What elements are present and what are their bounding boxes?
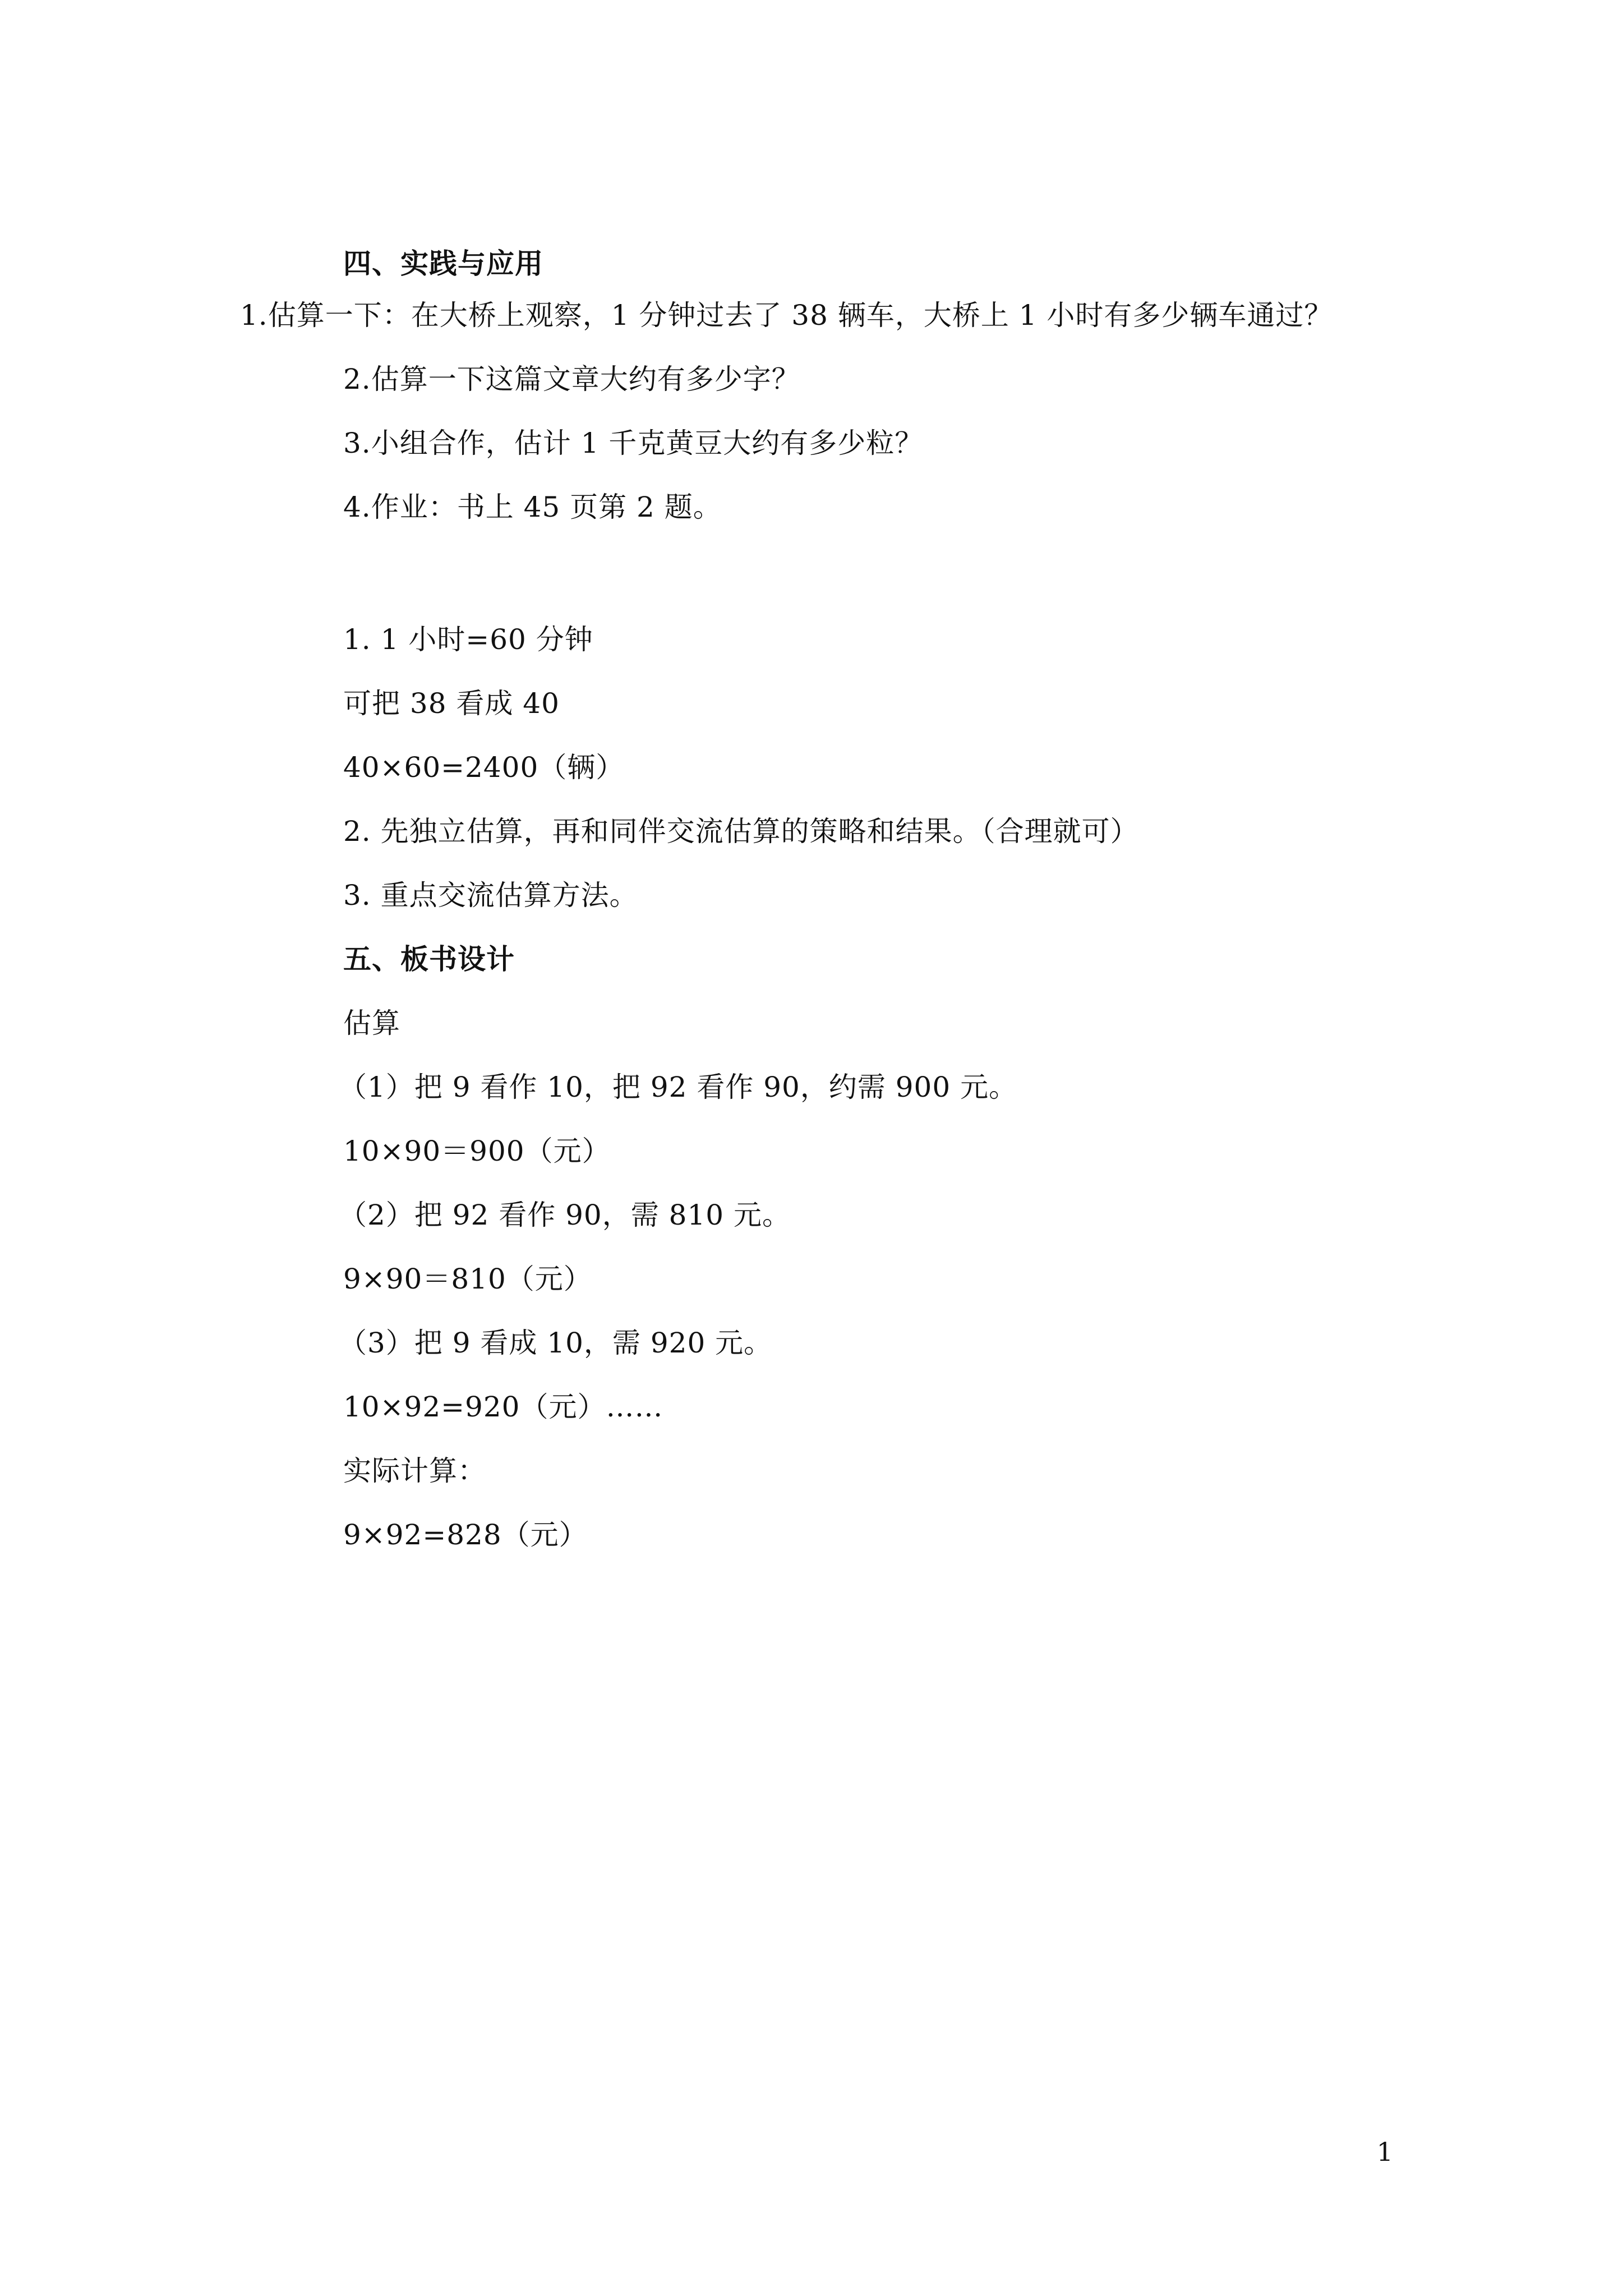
board-line-7: 10×92=920（元）…… [343, 1391, 663, 1423]
board-line-6: （3）把 9 看成 10，需 920 元。 [339, 1327, 773, 1359]
page-number: 1 [1376, 2137, 1393, 2167]
board-line-1: 估算 [343, 1007, 400, 1039]
answer-line-1: 1. 1 小时=60 分钟 [343, 623, 593, 656]
answer-line-5: 3. 重点交流估算方法。 [343, 879, 638, 912]
board-line-9: 9×92=828（元） [343, 1519, 588, 1551]
practice-item-1: 1.估算一下：在大桥上观察，1 分钟过去了 38 辆车，大桥上 1 小时有多少辆车通过？ [240, 299, 1333, 332]
answer-line-4: 2. 先独立估算，再和同伴交流估算的策略和结果。（合理就可） [343, 815, 1139, 848]
answer-line-2: 可把 38 看成 40 [343, 687, 560, 720]
board-line-4: （2）把 92 看作 90，需 810 元。 [339, 1199, 791, 1231]
board-line-2: （1）把 9 看作 10，把 92 看作 90，约需 900 元。 [339, 1071, 1018, 1103]
practice-item-4: 4.作业：书上 45 页第 2 题。 [343, 491, 722, 523]
practice-item-3: 3.小组合作，估计 1 千克黄豆大约有多少粒？ [343, 427, 924, 459]
practice-item-2: 2.估算一下这篇文章大约有多少字？ [343, 363, 800, 395]
section-5-heading: 五、板书设计 [343, 942, 515, 976]
board-line-8: 实际计算： [343, 1455, 486, 1487]
board-line-3: 10×90＝900（元） [343, 1135, 611, 1167]
board-line-5: 9×90＝810（元） [343, 1263, 592, 1295]
section-4-heading: 四、实践与应用 [343, 247, 543, 280]
answer-line-3: 40×60=2400（辆） [343, 751, 625, 784]
